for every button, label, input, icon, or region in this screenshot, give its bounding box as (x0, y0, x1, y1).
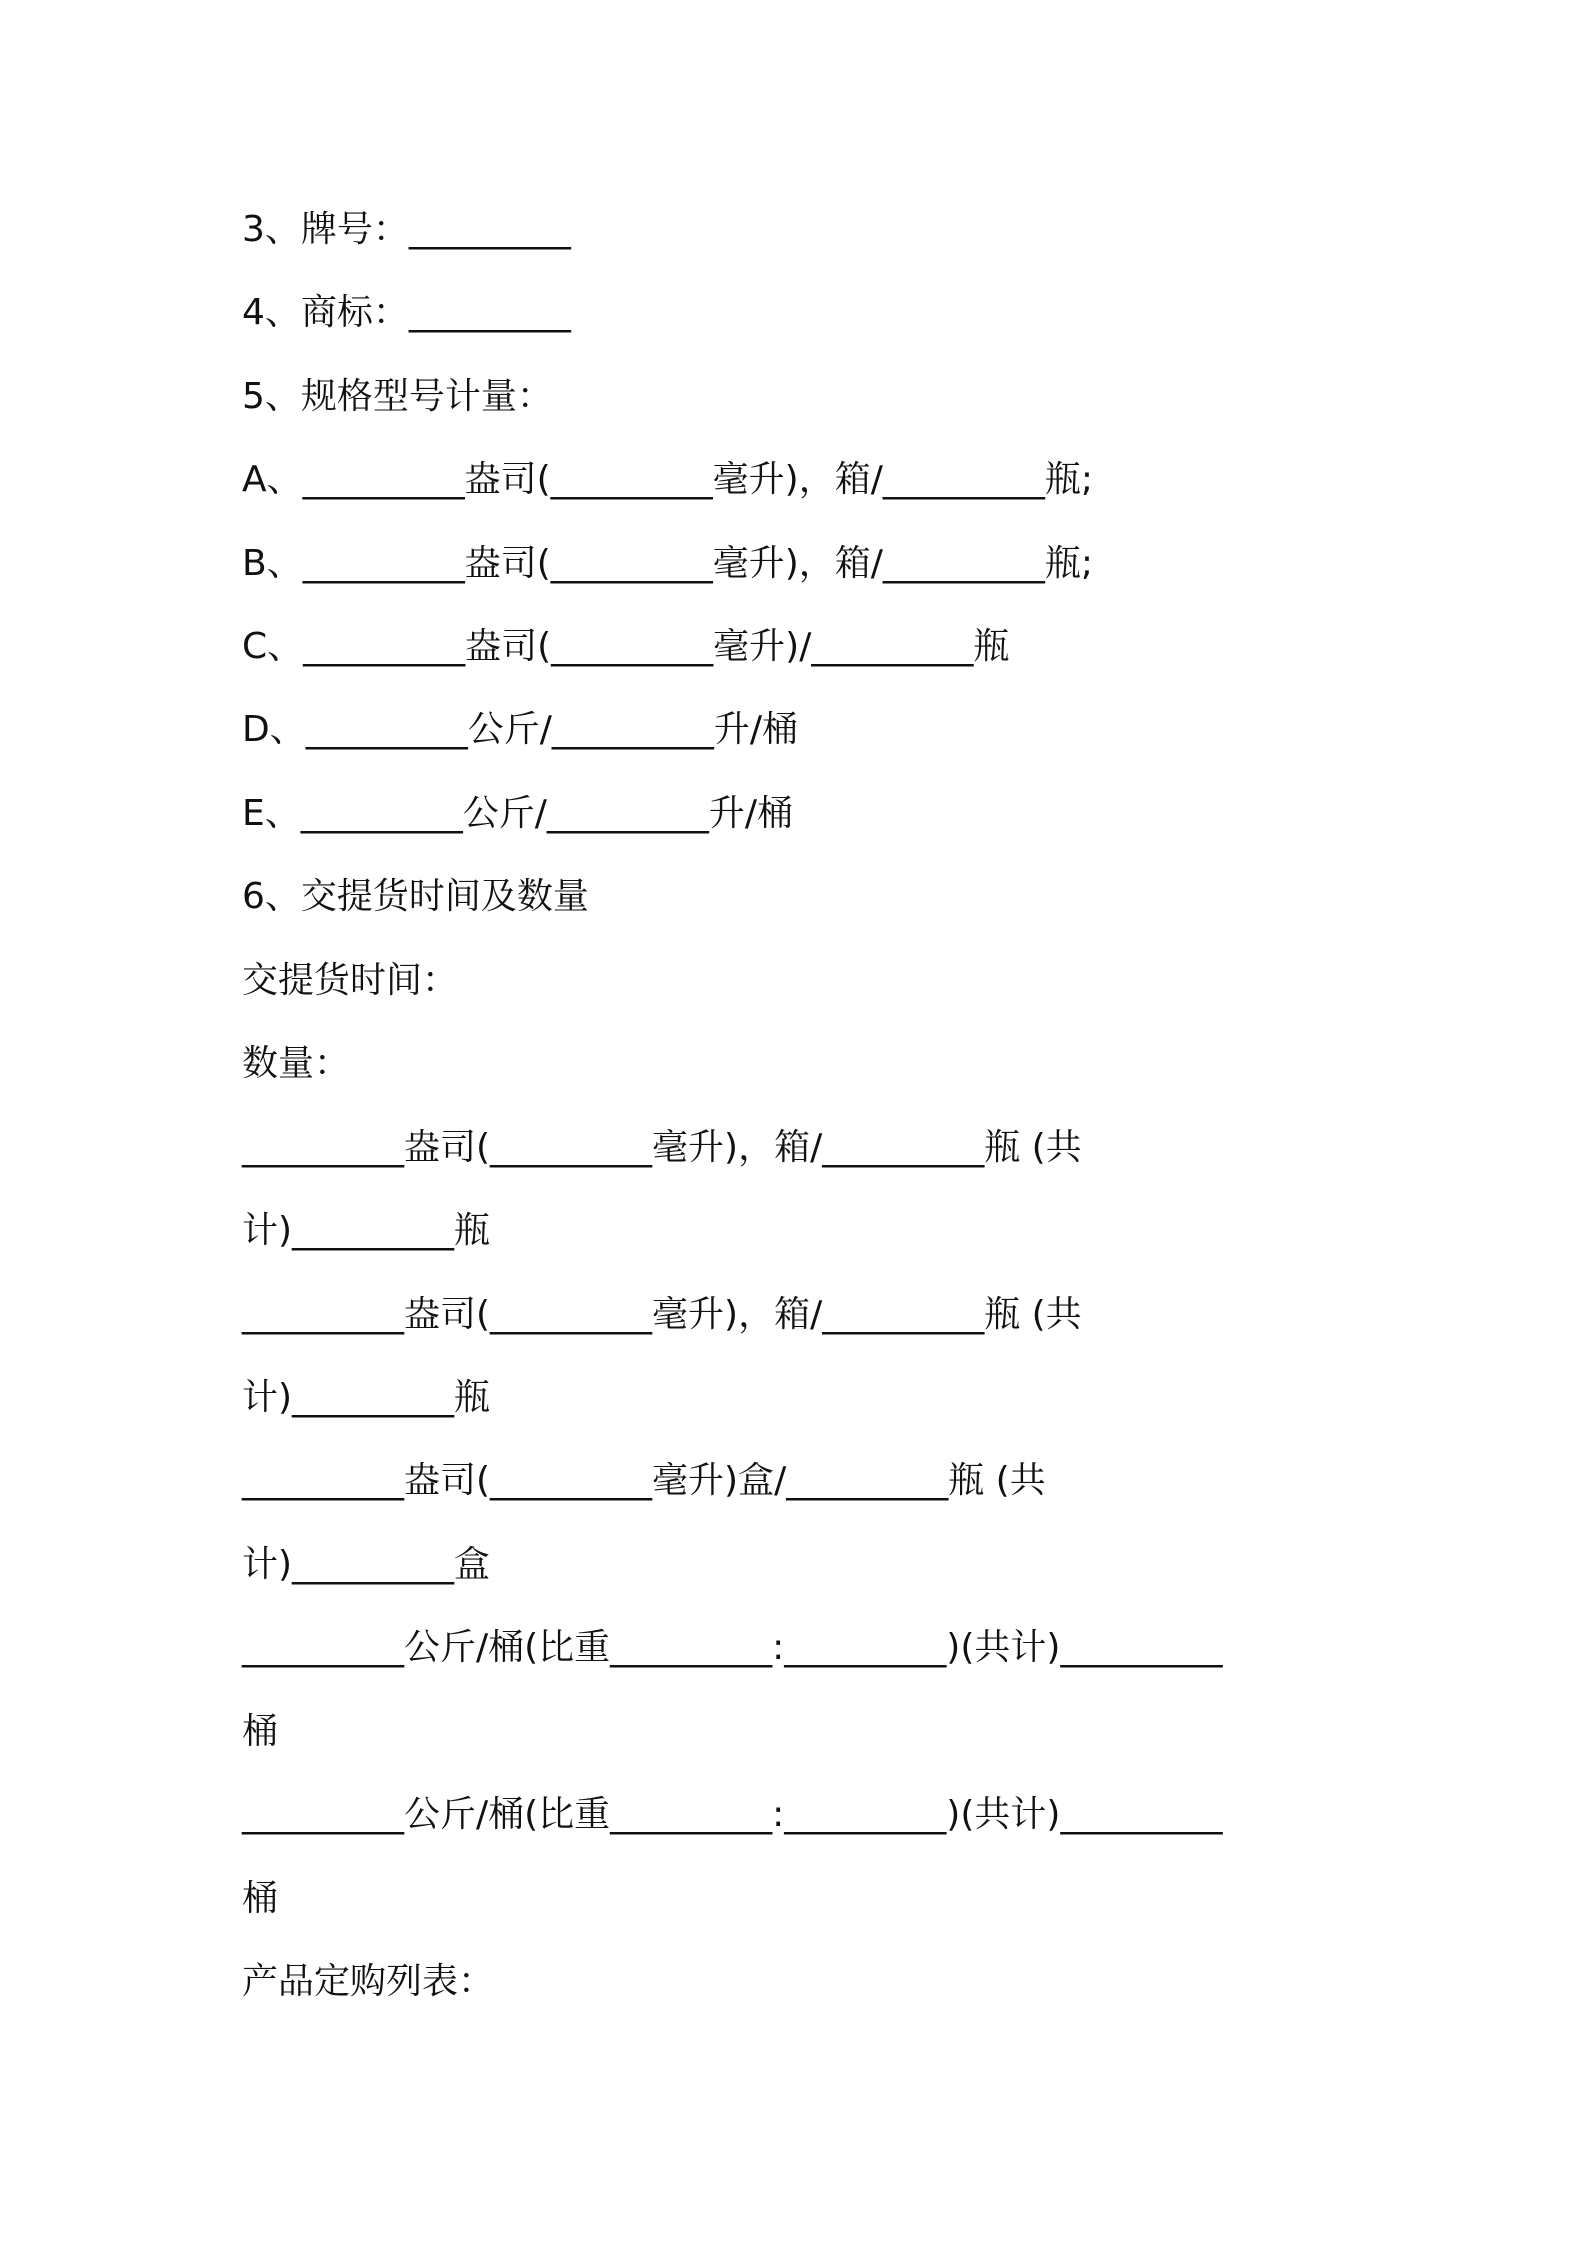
spec-line-e: E、_________公斤/_________升/桶 (242, 793, 794, 834)
delivery-heading: 6、交提货时间及数量 (242, 876, 589, 917)
quantity-label: 数量： (242, 1043, 351, 1084)
quantity-line-3: _________盎司(_________毫升)盒/_________瓶 (共 (242, 1460, 1046, 1501)
quantity-line-2: _________盎司(_________毫升)，箱/_________瓶 (共 (242, 1294, 1082, 1335)
quantity-line-2-total: 计)_________瓶 (242, 1377, 491, 1418)
spec-line-a: A、_________盎司(_________毫升)，箱/_________瓶; (242, 459, 1093, 500)
quantity-line-4-unit: 桶 (242, 1711, 279, 1752)
brand-number-line: 3、牌号：_________ (242, 209, 571, 250)
quantity-line-1: _________盎司(_________毫升)，箱/_________瓶 (共 (242, 1127, 1082, 1168)
spec-heading: 5、规格型号计量： (242, 376, 553, 417)
quantity-line-3-total: 计)_________盒 (242, 1544, 491, 1585)
spec-line-d: D、_________公斤/_________升/桶 (242, 709, 798, 750)
spec-line-c: C、_________盎司(_________毫升)/_________瓶 (242, 626, 1010, 667)
quantity-line-5-unit: 桶 (242, 1878, 279, 1919)
trademark-line: 4、商标：_________ (242, 292, 571, 333)
quantity-line-4: _________公斤/桶(比重_________:_________)(共计)_________ (242, 1627, 1223, 1668)
delivery-time-label: 交提货时间： (242, 960, 459, 1001)
quantity-line-1-total: 计)_________瓶 (242, 1210, 491, 1251)
quantity-line-5: _________公斤/桶(比重_________:_________)(共计)_________ (242, 1794, 1223, 1835)
spec-line-b: B、_________盎司(_________毫升)，箱/_________瓶; (242, 543, 1094, 584)
order-list-heading: 产品定购列表： (242, 1961, 495, 2002)
